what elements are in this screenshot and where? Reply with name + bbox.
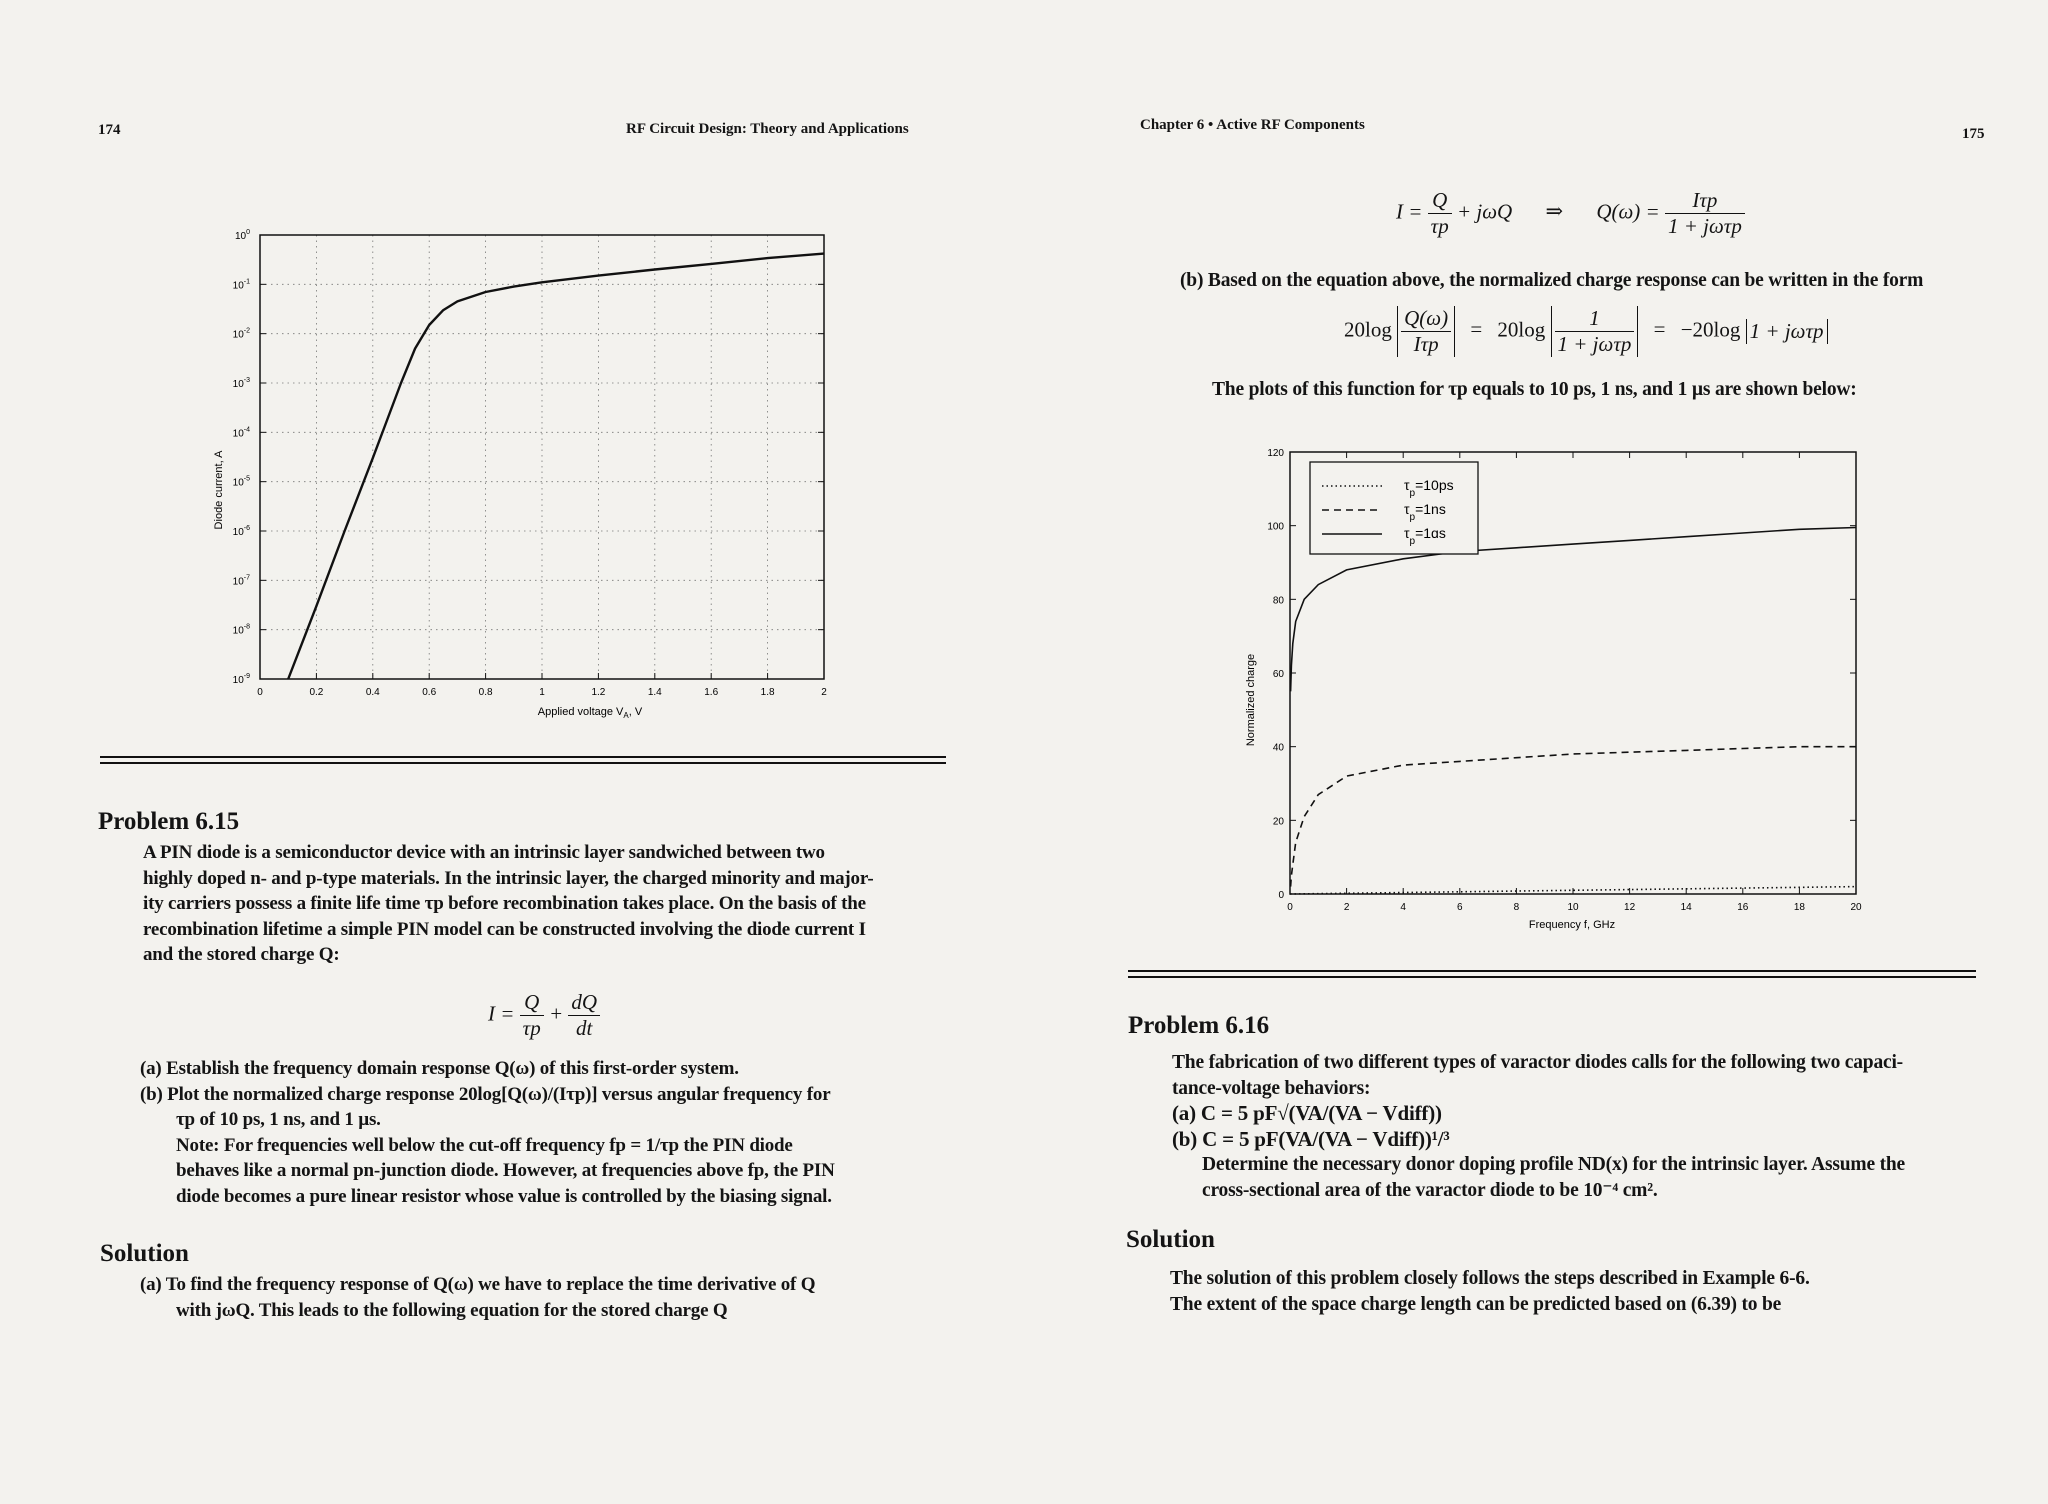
series-dashed: [1291, 747, 1856, 887]
x-tick-label: 6: [1457, 902, 1463, 913]
text-line: A PIN diode is a semiconductor device with an intrinsic layer sandwiched between two: [143, 842, 825, 863]
y-tick-label: $10^{-8}$: [232, 623, 250, 637]
solution-title-left: Solution: [100, 1240, 189, 1267]
y-axis-label: Normalized charge: [1245, 653, 1257, 747]
x-tick-label: 18: [1793, 902, 1805, 913]
y-tick-label: $10^{-9}$: [232, 673, 250, 686]
problem-6-16-text: The fabrication of two different types of varactor diodes calls for the following two capaci- tance-voltage behaviors: (a) C = 5 pF√(VA/(VA − Vdiff)) (b) C = 5 pF(VA/(VA − Vdiff))¹/³ Determine the necessary donor doping profile ND(x) for the intrinsic layer. Assume the cross-sectional area of the varactor diode to be 10⁻⁴ cm².: [1172, 1050, 1992, 1203]
y-tick-label: $10^{-4}$: [232, 426, 250, 440]
pin-model-equation: I = $\frac{Q}{\tau p}$ + $\frac{dQ}{dt}$: [488, 990, 600, 1041]
legend-label: $\tau_p=1ns$: [1404, 501, 1446, 523]
y-tick-label: $10^{-6}$: [232, 525, 250, 538]
text-line: recombination lifetime a simple PIN model can be constructed involving the diode current I: [143, 918, 866, 940]
x-tick-label: 8: [1513, 902, 1520, 913]
y-axis-label: Diode current, A: [213, 450, 225, 530]
x-tick-label: 1.6: [704, 687, 719, 698]
x-tick-label: 0: [1287, 902, 1293, 913]
y-tick-label: $10^{-5}$: [232, 475, 250, 489]
charge-response-equation: I = $\frac{Q}{\tau p}$ + jωQ ⇒ Q(ω) = $\frac{\text{Iτp}}{\text{1 + jωτp}}$: [1396, 188, 1745, 239]
y-tick-label: 80: [1272, 595, 1284, 607]
y-tick-label: $10^{-2}$: [232, 327, 250, 341]
left-running-head: RF Circuit Design: Theory and Applications: [626, 121, 909, 137]
y-tick-label: $10^{-3}$: [232, 377, 250, 390]
y-tick-label: 20: [1272, 816, 1284, 828]
part-b-text: (b) Based on the equation above, the normalized charge response can be written in the form: [1180, 270, 1924, 291]
x-axis-label: Frequency f, GHz: [1528, 919, 1616, 931]
normalized-response-equation: 20log $\frac{Q(\omega)}{\text{Iτp}}$ = 20log $\frac{1}{\text{1 + jωτp}}$ = −20log 1 + jωτp: [1344, 306, 1828, 357]
problem-6-16-title: Problem 6.16: [1128, 1012, 1270, 1039]
text-line: ity carriers possess a finite life time τp before recombination takes place. On the basis of the: [143, 893, 866, 914]
legend-label: $\tau_p=1ɑs$: [1404, 525, 1446, 547]
legend-box: [1310, 462, 1478, 554]
solution-title-right: Solution: [1126, 1226, 1215, 1253]
normalized-charge-chart: [1240, 430, 1890, 940]
x-tick-label: 2: [1343, 902, 1350, 913]
x-tick-label: 1: [539, 687, 545, 698]
x-tick-label: 10: [1567, 902, 1579, 913]
x-tick-label: 2: [821, 687, 827, 698]
problem-6-15-text: [143, 840, 948, 968]
item-a: (a) C = 5 pF√(VA/(VA − Vdiff)): [1172, 1101, 1442, 1125]
x-tick-label: 0.4: [365, 687, 380, 698]
x-tick-label: 14: [1680, 902, 1692, 913]
x-axis-label: Applied voltage $V_A$, V: [537, 706, 643, 720]
x-tick-label: 0.2: [309, 687, 324, 698]
text-line: and the stored charge Q:: [143, 944, 340, 965]
note: Note: For frequencies well below the cut-off frequency fp = 1/τp the PIN diode behaves like a normal pn-junction diode. However, at frequencies above fp, the PIN diode becomes a pure linear resistor whose value is controlled by the biasing signal.: [176, 1134, 835, 1207]
diode-current-chart: [200, 225, 850, 725]
text-line: highly doped n- and p-type materials. In the intrinsic layer, the charged minority and major-: [143, 867, 874, 889]
left-page-number: 174: [98, 122, 121, 138]
part-a: (a) Establish the frequency domain response Q(ω) of this first-order system.: [140, 1058, 739, 1079]
part-b: (b) Plot the normalized charge response 20log[Q(ω)/(Iτp)] versus angular frequency for: [140, 1083, 831, 1105]
x-tick-label: 20: [1850, 902, 1862, 913]
x-tick-label: 1.8: [760, 687, 775, 698]
y-tick-label: 40: [1272, 742, 1284, 754]
y-tick-label: 60: [1272, 669, 1284, 680]
y-tick-label: 120: [1267, 448, 1284, 459]
problem-6-15-title: Problem 6.15: [98, 808, 240, 835]
x-tick-label: 1.2: [591, 687, 606, 698]
y-tick-label: $10^0$: [234, 229, 250, 242]
y-tick-label: $10^{-7}$: [232, 574, 250, 588]
y-tick-label: $10^{-1}$: [232, 278, 250, 292]
y-tick-label: 100: [1267, 521, 1284, 533]
item-b: (b) C = 5 pF(VA/(VA − Vdiff))¹/³: [1172, 1126, 1450, 1151]
x-tick-label: 4: [1400, 902, 1406, 913]
solution-text-right: The solution of this problem closely follows the steps described in Example 6-6. The extent of the space charge length can be predicted based on (6.39) to be: [1170, 1268, 1810, 1315]
x-tick-label: 12: [1624, 902, 1636, 913]
diode-current-series: [288, 254, 824, 679]
legend-label: $\tau_p=10ps$: [1404, 477, 1454, 499]
x-tick-label: 16: [1737, 902, 1749, 913]
right-page-number: 175: [1962, 126, 1985, 142]
x-tick-label: 0.8: [478, 687, 493, 698]
y-tick-label: 0: [1278, 890, 1284, 901]
part-b-cont: τp of 10 ps, 1 ns, and 1 µs.: [176, 1109, 381, 1130]
x-tick-label: 1.4: [647, 687, 662, 698]
solution-text-left: (a) To find the frequency response of Q(ω) we have to replace the time derivative of Q with jωQ. This leads to the following equation for the stored charge Q: [140, 1274, 816, 1321]
x-tick-label: 0: [257, 687, 263, 698]
right-running-head: Chapter 6 • Active RF Components: [1140, 117, 1365, 133]
x-tick-label: 0.6: [422, 687, 437, 698]
problem-6-15-parts: [140, 1056, 950, 1209]
plots-intro-text: The plots of this function for τp equals to 10 ps, 1 ns, and 1 µs are shown below:: [1212, 379, 1857, 400]
